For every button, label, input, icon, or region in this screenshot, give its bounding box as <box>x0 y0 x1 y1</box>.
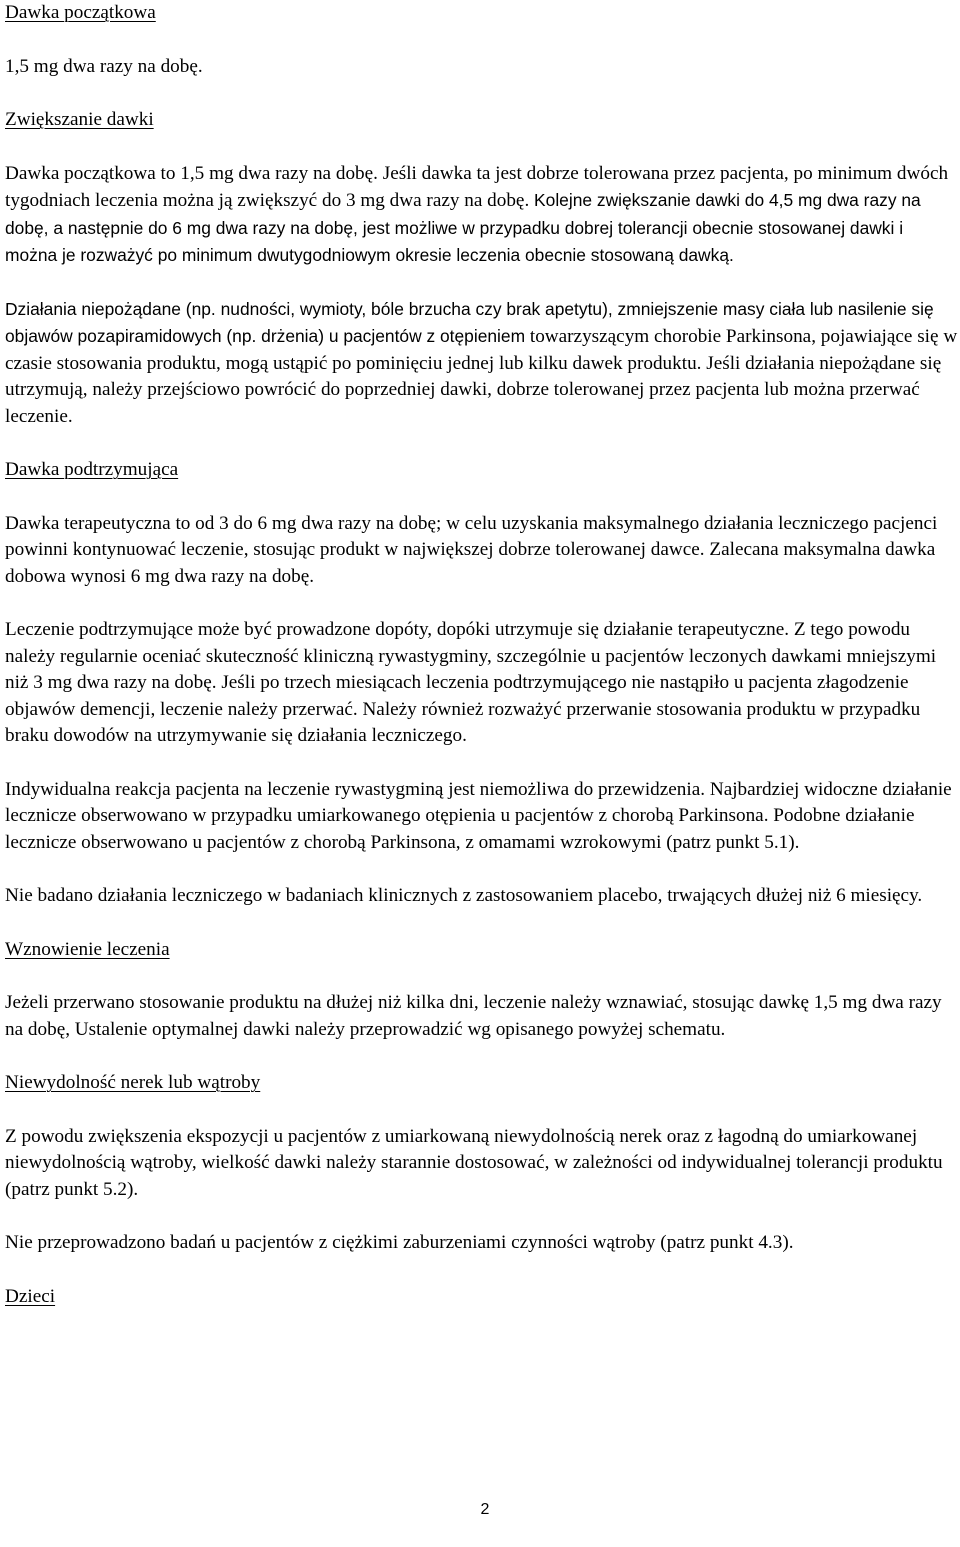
dose-increase-p2-sans: Działania niepożądane (np. nudności, wymioty, bóle brzucha czy brak apetytu), zmniejszenie masy ciała lub nasilenie się objawów pozapiramidowych (np. drżenia) u pacjentów z otępieniem <box>5 298 934 346</box>
maintenance-paragraph-4: Nie badano działania leczniczego w badaniach klinicznych z zastosowaniem placebo, trwających dłużej niż 6 miesięcy. <box>5 885 923 906</box>
renal-hepatic-paragraph-1: Z powodu zwiększenia ekspozycji u pacjentów z umiarkowaną niewydolnością nerek oraz z łagodną do umiarkowanej niewydolnością wątroby, wielkość dawki należy starannie dostosować, w zależności od indywidualnej tolerancji produktu (patrz punkt 5.2). <box>5 1125 943 1200</box>
heading-dose-increase: Zwiększanie dawki <box>5 109 154 130</box>
heading-maintenance-dose: Dawka podtrzymująca <box>5 459 179 480</box>
dose-increase-p1-sans: Kolejne zwiększanie dawki do 4,5 mg dwa razy na dobę, a następnie do 6 mg dwa razy na dobę, jest możliwe w przypadku dobrej tolerancji obecnie stosowanej dawki i można je rozważyć po minimum dwutygodniowym okresie leczenia obecnie stosowaną dawką. <box>5 190 921 265</box>
page-number: 2 <box>480 1501 490 1518</box>
renal-hepatic-paragraph-2: Nie przeprowadzono badań u pacjentów z ciężkimi zaburzeniami czynności wątroby (patrz punkt 4.3). <box>5 1232 794 1253</box>
heading-resumption: Wznowienie leczenia <box>5 938 170 960</box>
document-page <box>5 0 960 1310</box>
heading-renal-hepatic: Niewydolność nerek lub wątroby <box>5 1072 261 1093</box>
dose-increase-paragraph-2 <box>5 296 960 431</box>
dose-increase-p1-serif: Dawka początkowa to 1,5 mg dwa razy na dobę. Jeśli dawka ta jest dobrze tolerowana przez pacjenta, po minimum dwóch tygodniach leczenia można ją zwiększyć do 3 mg dwa razy na dobę. <box>5 162 949 211</box>
maintenance-paragraph-1: Dawka terapeutyczna to od 3 do 6 mg dwa razy na dobę; w celu uzyskania maksymalnego działania leczniczego pacjenci powinni kontynuować leczenie, stosując produkt w największej dobrze tolerowanej dawce. Zalecana maksymalna dawka dobowa wynosi 6 mg dwa razy na dobę. <box>5 512 938 587</box>
heading-initial-dose: Dawka początkowa <box>5 2 156 23</box>
dose-increase-p2-serif: towarzyszącym chorobie Parkinsona, pojawiające się w czasie stosowania produktu, mogą ustąpić po pominięciu jednej lub kilku dawek produktu. Jeśli działania niepożądane się utrzymują, należy przejściowo powrócić do poprzedniej dawki, dobrze tolerowanej przez pacjenta lub można przerwać leczenie. <box>5 326 958 427</box>
maintenance-paragraph-2: Leczenie podtrzymujące może być prowadzone dopóty, dopóki utrzymuje się działanie terapeutyczne. Z tego powodu należy regularnie oceniać skuteczność kliniczną rywastygminy, szczególnie u pacjentów leczonych dawkami mniejszymi niż 3 mg dwa razy na dobę. Jeśli po trzech miesiącach leczenia podtrzymującego nie nastąpiło u pacjenta złagodzenie objawów demencji, leczenie należy przerwać. Należy również rozważyć przerwanie stosowania produktu w przypadku braku dowodów na utrzymywanie się działania leczniczego. <box>5 619 937 746</box>
initial-dose-text: 1,5 mg dwa razy na dobę. <box>5 55 203 77</box>
dose-increase-paragraph-1 <box>5 161 960 270</box>
resumption-paragraph-1: Jeżeli przerwano stosowanie produktu na dłużej niż kilka dni, leczenie należy wznawiać, stosując dawkę 1,5 mg dwa razy na dobę, Ustalenie optymalnej dawki należy przeprowadzić wg opisanego powyżej schematu. <box>5 992 942 1040</box>
heading-children: Dzieci <box>5 1285 56 1307</box>
maintenance-paragraph-3: Indywidualna reakcja pacjenta na leczenie rywastygminą jest niemożliwa do przewidzenia. Najbardziej widoczne działanie lecznicze obserwowano w przypadku umiarkowanego otępienia u pacjentów z chorobą Parkinsona. Podobne działanie lecznicze obserwowano u pacjentów z chorobą Parkinsona, z omamami wzrokowymi (patrz punkt 5.1). <box>5 778 952 853</box>
